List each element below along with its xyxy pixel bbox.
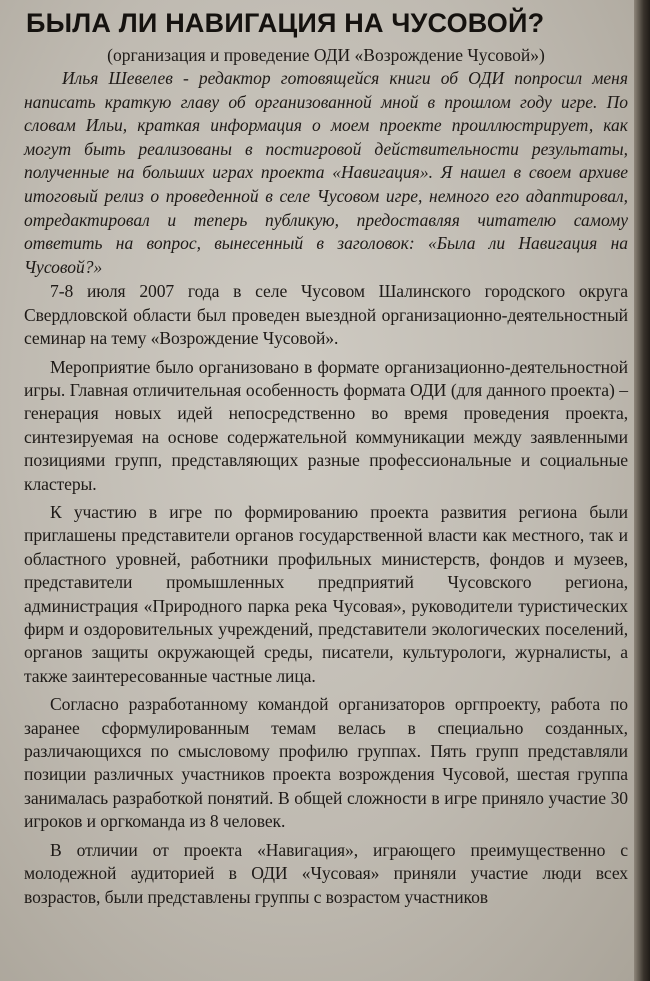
article-title: БЫЛА ЛИ НАВИГАЦИЯ НА ЧУСОВОЙ? xyxy=(26,8,545,38)
page-edge-shadow xyxy=(634,0,650,981)
intro-paragraph: Илья Шевелев - редактор готовящейся книги об ОДИ попросил меня написать краткую главу об организованной мной в прошлом году игре. По словам Ильи, краткая информация о моем проекте проиллюстрирует, как могут быть реализованы в постигровой действительности результаты, полученные на больших играх проекта «Навигация». Я нашел в своем архиве итоговый релиз о проведенной в селе Чусовом игре, немного его адаптировал, отредактировал и теперь публикую, предоставляя читателю самому ответить на вопрос, вынесенный в заголовок: «Была ли Навигация на Чусовой?» xyxy=(24,68,628,277)
body-paragraph-1: 7-8 июля 2007 года в селе Чусовом Шалинского городского округа Свердловской области был проведен выездной организационно-деятельностный семинар на тему «Возрождение Чусовой». xyxy=(24,281,628,349)
body-paragraph-5: В отличии от проекта «Навигация», играющего преимущественно с молодежной аудиторией в ОДИ «Чусовая» приняли участие люди всех возрастов, были представлены группы с возрастом участников xyxy=(24,839,628,907)
body-paragraph-2: Мероприятие было организовано в формате организационно-деятельностной игры. Главная отличительная особенность формата ОДИ (для данного проекта) – генерация новых идей непосредственно во время проведения проекта, синтезируемая на основе содержательной коммуникации между заявленными позициями групп, представляющих разные профессиональные и социальные кластеры. xyxy=(24,356,628,494)
article xyxy=(24,6,628,909)
body-paragraph-3: К участию в игре по формированию проекта развития региона были приглашены представители органов государственной власти как местного, так и областного уровней, работники профильных министерств, фондов и музеев, представители промышленных предприятий Чусовского региона, администрация «Природного парка река Чусовая», руководители туристических фирм и оздоровительных учреждений, представители экологических поселений, органов защиты окружающей среды, писатели, культурологи, журналисты, а также заинтересованные частные лица. xyxy=(24,502,628,686)
body-paragraph-4: Согласно разработанному командой организаторов оргпроекту, работа по заранее сформулированным темам велась в специально созданных, различающихся по смысловому профилю группах. Пять групп представляли позиции различных участников проекта возрождения Чусовой, шестая группа занималась разработкой понятий. В общей сложности в игре приняло участие 30 игроков и оргкоманда из 8 человек. xyxy=(24,694,628,832)
article-subtitle: (организация и проведение ОДИ «Возрождение Чусовой») xyxy=(107,45,545,65)
